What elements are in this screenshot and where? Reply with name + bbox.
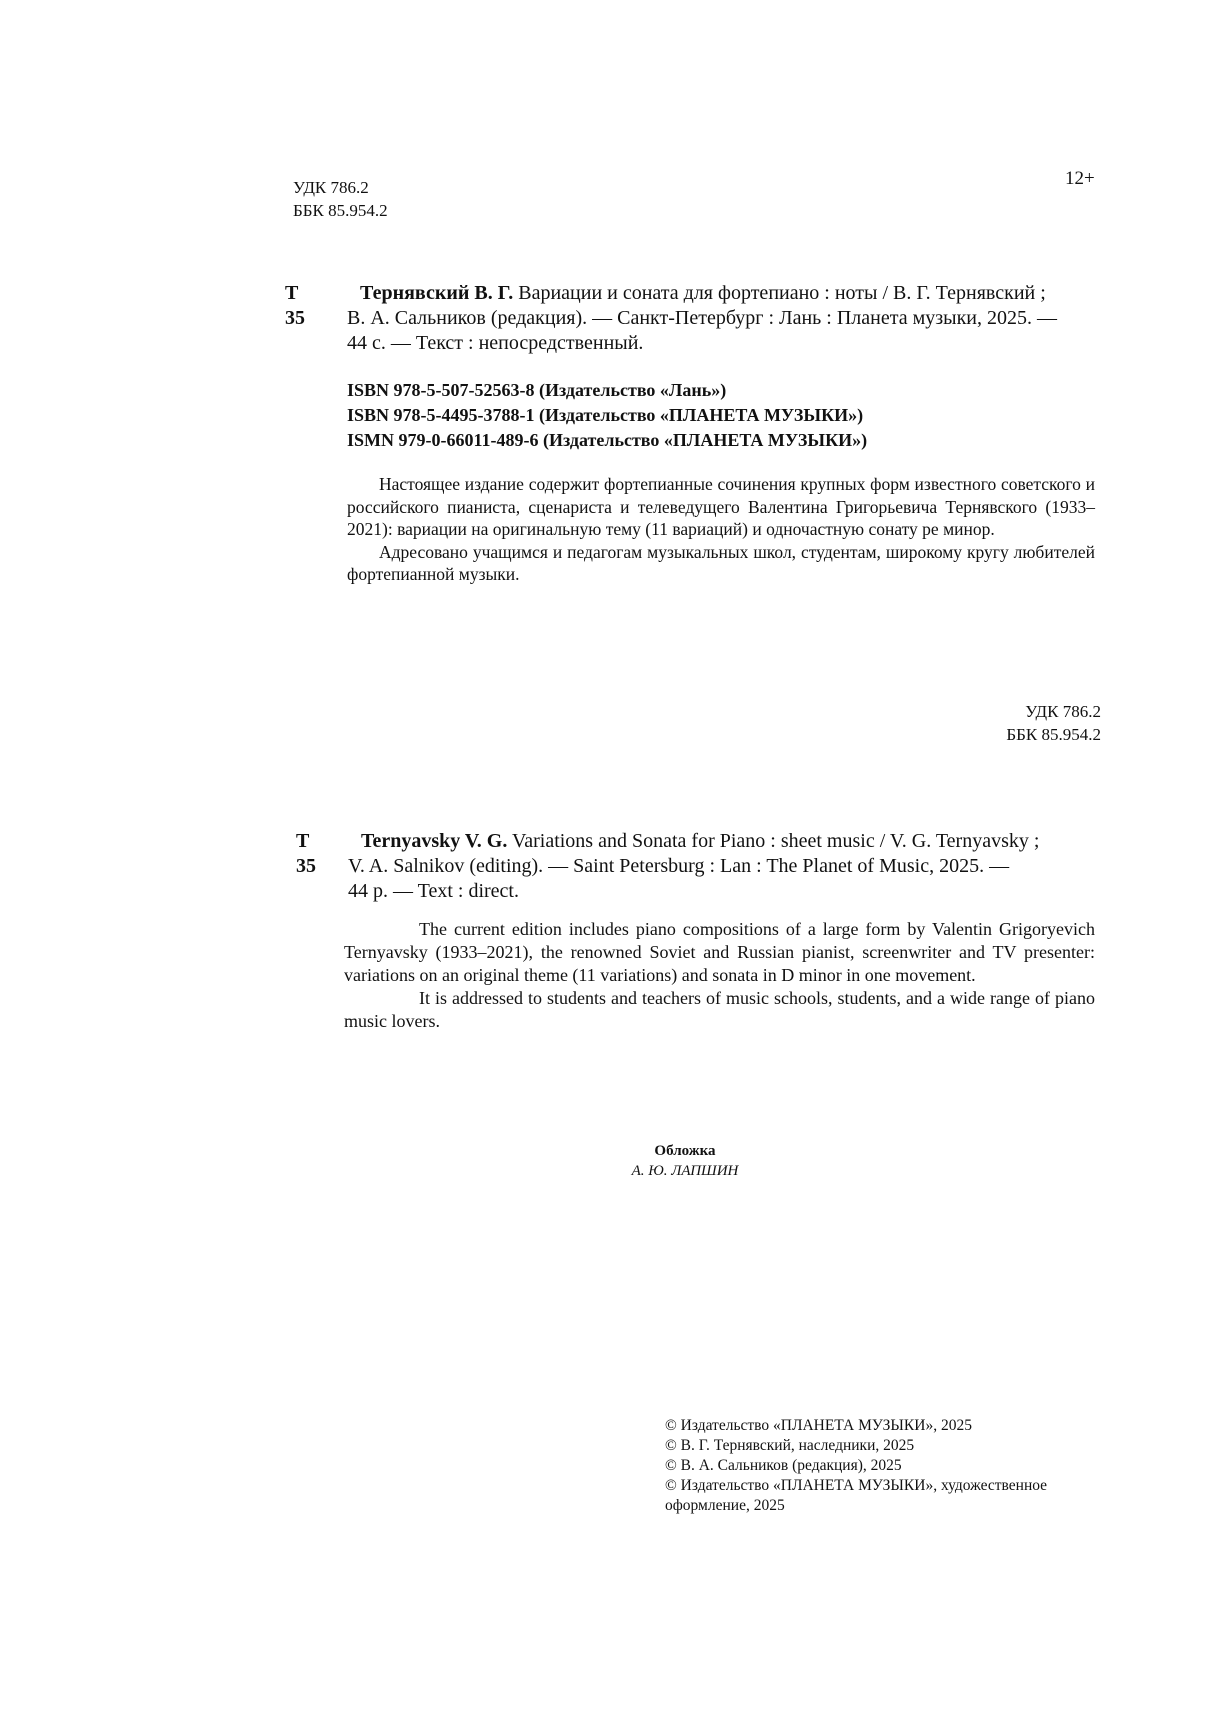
copyright-line: © Издательство «ПЛАНЕТА МУЗЫКИ», художественное оформление, 2025 xyxy=(665,1477,1048,1514)
annotation-paragraph: Адресовано учащимся и педагогам музыкальных школ, студентам, широкому кругу любителей фортепианной музыки. xyxy=(347,541,1095,584)
bbk-code: ББК 85.954.2 xyxy=(293,201,388,220)
annotation-paragraph: Настоящее издание содержит фортепианные сочинения крупных форм известного советского и российского пианиста, сценариста и телеведущего Валентина Григорьевича Тернявского (1933–2021): вариации на оригинальную тему (11 вариаций) и одночастную сонату ре минор. xyxy=(347,474,1095,539)
imprint-line: В. А. Сальников (редакция). — Санкт-Петербург : Лань : Планета музыки, 2025. — xyxy=(347,307,1057,329)
author-heading: Тернявский В. Г. xyxy=(360,282,514,304)
bibliographic-description xyxy=(348,829,1091,904)
copyright-line: © Издательство «ПЛАНЕТА МУЗЫКИ», 2025 xyxy=(665,1417,972,1434)
author-mark: Т 35 xyxy=(285,282,305,329)
cover-artist: А. Ю. ЛАПШИН xyxy=(631,1163,739,1179)
annotation-en xyxy=(344,918,1095,1033)
classification-codes-top xyxy=(293,176,388,222)
isbn-block xyxy=(347,378,867,453)
annotation-paragraph: It is addressed to students and teachers of music schools, students, and a wide range of piano music lovers. xyxy=(344,988,1095,1031)
bbk-code: ББК 85.954.2 xyxy=(1006,725,1101,744)
isbn-line: ISBN 978-5-507-52563-8 (Издательство «Лань») xyxy=(347,380,727,400)
title-line: Variations and Sonata for Piano : sheet music / V. G. Ternyavsky ; xyxy=(507,830,1040,852)
isbn-line: ISBN 978-5-4495-3788-1 (Издательство «ПЛАНЕТА МУЗЫКИ») xyxy=(347,405,864,425)
annotation-ru xyxy=(347,473,1095,586)
copyright-line: © В. А. Сальников (редакция), 2025 xyxy=(665,1457,902,1474)
ismn-line: ISMN 979-0-66011-489-6 (Издательство «ПЛАНЕТА МУЗЫКИ») xyxy=(347,430,868,450)
udk-code: УДК 786.2 xyxy=(293,178,369,197)
classification-codes-bottom xyxy=(961,700,1101,746)
annotation-paragraph: The current edition includes piano compositions of a large form by Valentin Grigoryevich Ternyavsky (1933–2021), the renowned Soviet and Russian pianist, screenwriter and TV presenter: variations on an original theme (11 variations) and sonata in D minor in one movement. xyxy=(344,919,1095,985)
imprint-line: V. A. Salnikov (editing). — Saint Petersburg : Lan : The Planet of Music, 2025. — xyxy=(348,855,1010,877)
extent-line: 44 с. — Текст : непосредственный. xyxy=(347,332,644,354)
copyright-line: © В. Г. Тернявский, наследники, 2025 xyxy=(665,1437,915,1454)
copyright-block xyxy=(665,1416,1105,1516)
extent-line: 44 p. — Text : direct. xyxy=(348,880,519,902)
author-mark: T 35 xyxy=(296,830,316,877)
bibliographic-description xyxy=(347,281,1090,356)
cover-credit xyxy=(560,1141,810,1181)
title-line: Вариации и соната для фортепиано : ноты / В. Г. Тернявский ; xyxy=(513,282,1046,304)
cover-label: Обложка xyxy=(654,1143,716,1159)
author-heading: Ternyavsky V. G. xyxy=(361,830,508,852)
udk-code: УДК 786.2 xyxy=(1025,702,1101,721)
age-rating: 12+ xyxy=(1065,168,1095,189)
